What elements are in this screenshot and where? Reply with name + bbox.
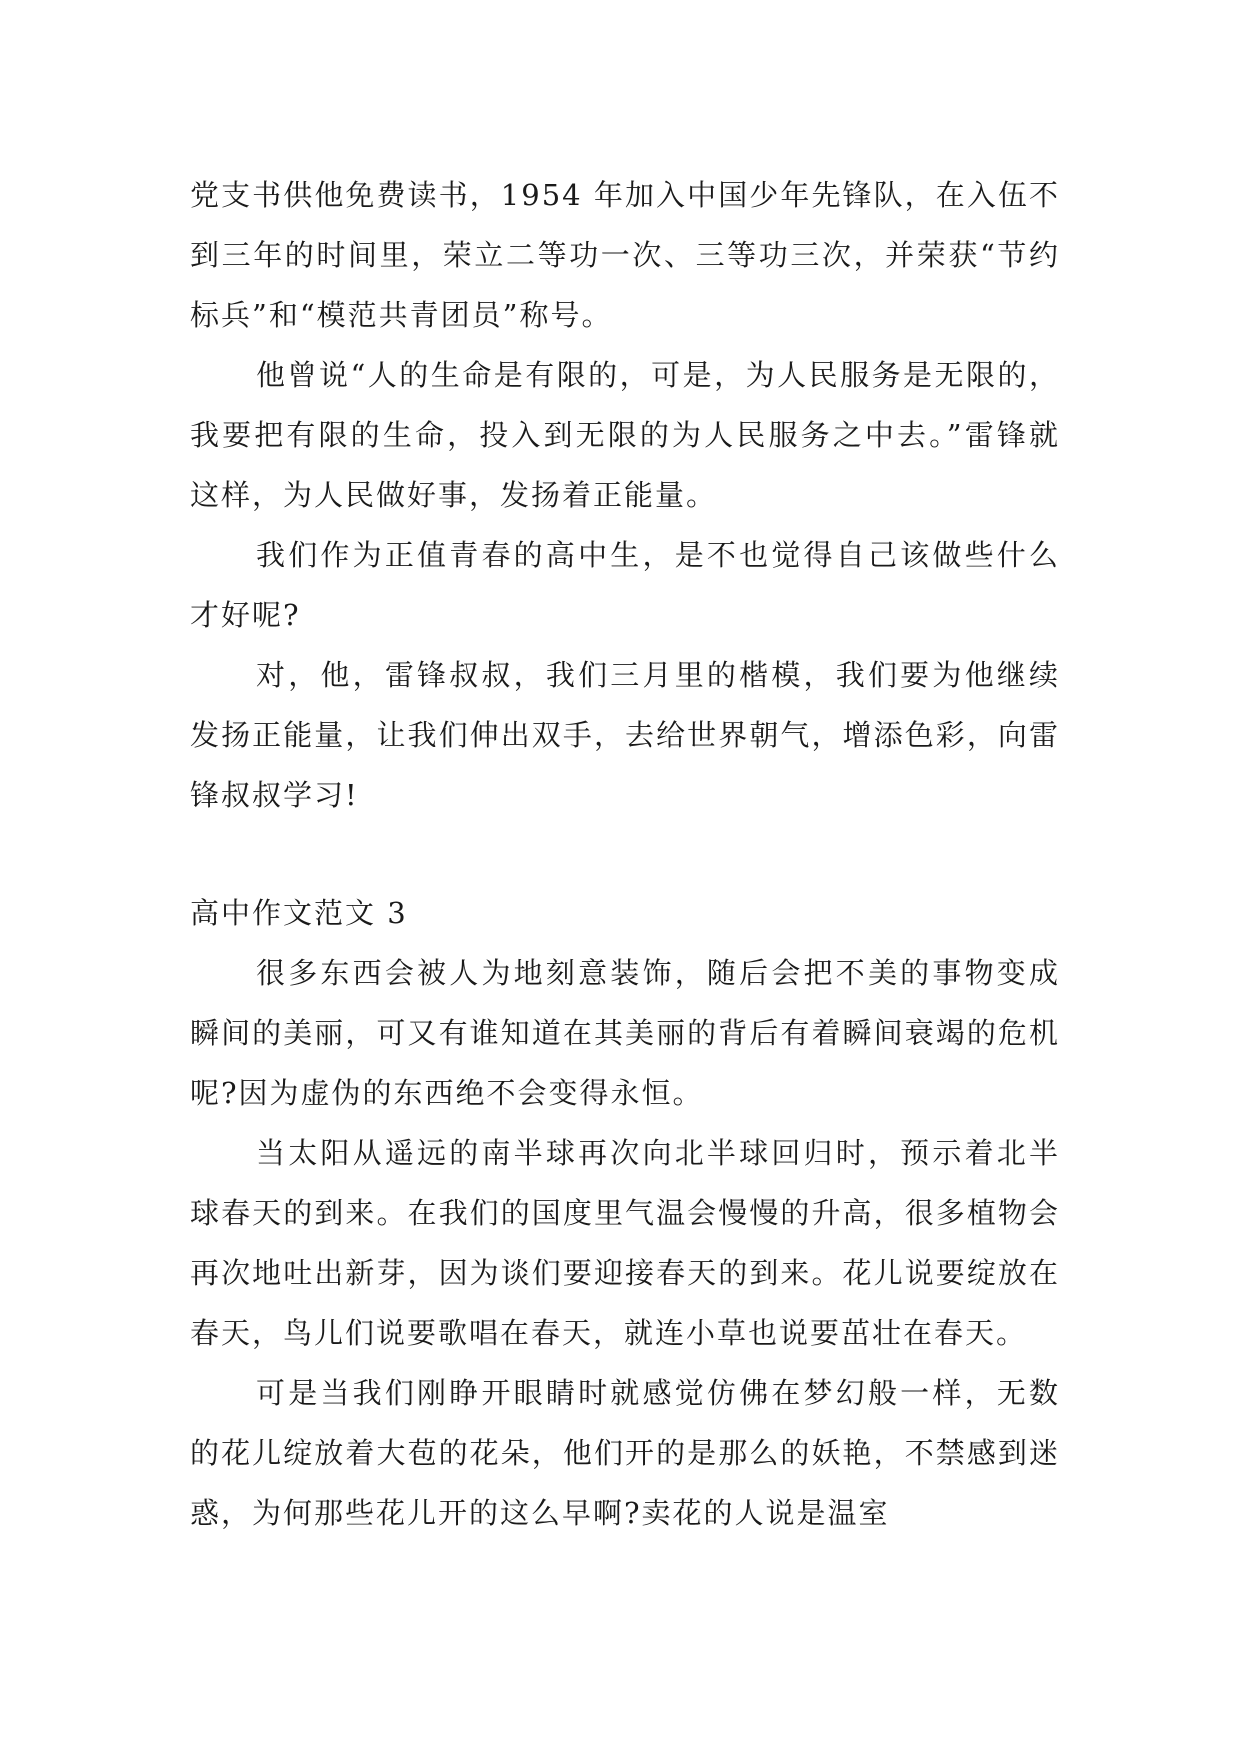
paragraph: 很多东西会被人为地刻意装饰，随后会把不美的事物变成瞬间的美丽，可又有谁知道在其美丽的背后有着瞬间衰竭的危机呢?因为虚伪的东西绝不会变得永恒。	[190, 956, 1060, 1110]
paragraph: 我们作为正值青春的高中生，是不也觉得自己该做些什么才好呢?	[190, 538, 1060, 632]
paragraph: 对，他，雷锋叔叔，我们三月里的楷模，我们要为他继续发扬正能量，让我们伸出双手，去给世界朝气，增添色彩，向雷锋叔叔学习!	[190, 658, 1060, 812]
paragraph: 当太阳从遥远的南半球再次向北半球回归时，预示着北半球春天的到来。在我们的国度里气温会慢慢的升高，很多植物会再次地吐出新芽，因为谈们要迎接春天的到来。花儿说要绽放在春天，鸟儿们说要歌唱在春天，就连小草也说要茁壮在春天。	[190, 1136, 1060, 1350]
section-heading: 高中作文范文 3	[190, 896, 408, 930]
paragraph: 可是当我们刚睁开眼睛时就感觉仿佛在梦幻般一样，无数的花儿绽放着大苞的花朵，他们开的是那么的妖艳，不禁感到迷惑，为何那些花儿开的这么早啊?卖花的人说是温室	[190, 1376, 1060, 1530]
paragraph: 他曾说“人的生命是有限的，可是，为人民服务是无限的，我要把有限的生命，投入到无限的为人民服务之中去。”雷锋就这样，为人民做好事，发扬着正能量。	[190, 358, 1060, 512]
document-page	[190, 165, 1060, 1543]
paragraph-continued: 党支书供他免费读书，1954 年加入中国少年先锋队，在入伍不到三年的时间里，荣立二等功一次、三等功三次，并荣获“节约标兵”和“模范共青团员”称号。	[190, 178, 1060, 332]
